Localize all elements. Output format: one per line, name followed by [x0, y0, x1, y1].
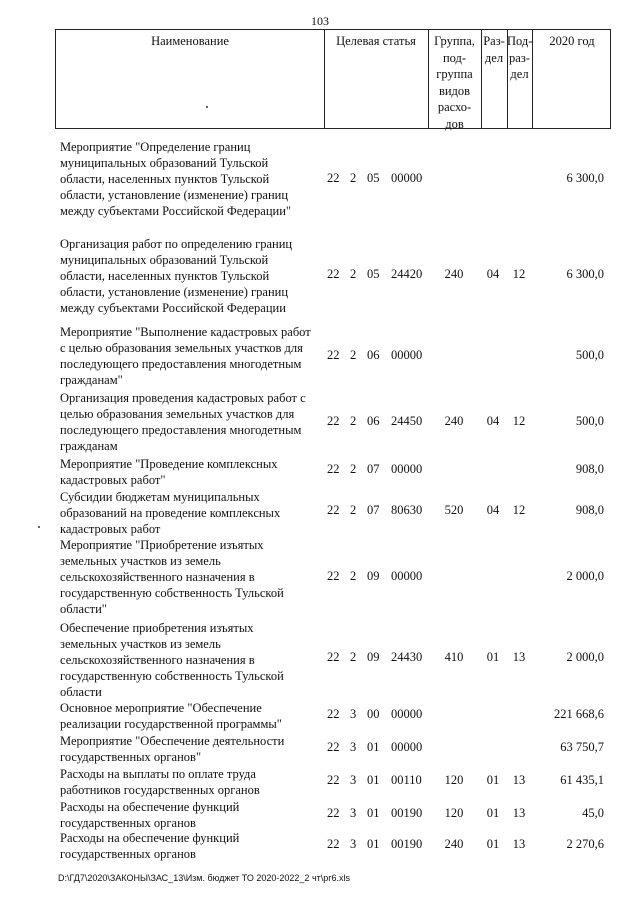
table-header	[55, 29, 611, 129]
target-direction: 24450	[391, 414, 423, 428]
razdel: 01	[486, 837, 500, 851]
target-direction: 00000	[391, 462, 423, 476]
target-program: 22	[327, 806, 340, 820]
header-name: Наименование	[151, 34, 229, 48]
row-name-line: последующего предоставления многодетным	[60, 357, 302, 371]
row-name-line: работников государственных органов	[60, 783, 260, 797]
target-program: 22	[327, 414, 340, 428]
row-name-line: области, населенных пунктов Тульской	[60, 269, 270, 283]
razdel: 04	[486, 267, 500, 281]
row-name	[60, 830, 322, 862]
target-direction: 00000	[391, 707, 423, 721]
row-name-line: Расходы на обеспечение функций	[60, 831, 240, 845]
amount-2020: 61 435,1	[560, 773, 604, 787]
page-number: 103	[311, 14, 329, 28]
row-name	[60, 537, 322, 617]
amount-2020: 6 300,0	[566, 171, 604, 185]
row-name-line: государственную собственность Тульской	[60, 669, 284, 683]
target-subprogram: 2	[350, 569, 357, 583]
target-event: 09	[367, 650, 380, 664]
target-subprogram: 2	[350, 267, 357, 281]
target-subprogram: 2	[350, 650, 357, 664]
target-program: 22	[327, 267, 340, 281]
target-subprogram: 2	[350, 171, 357, 185]
target-direction: 00000	[391, 348, 423, 362]
amount-2020: 221 668,6	[554, 707, 604, 721]
razdel: 04	[486, 503, 500, 517]
row-name-line: целью образования земельных участков для	[60, 407, 295, 421]
target-event: 05	[367, 267, 380, 281]
header-target-article: Целевая статья	[336, 34, 416, 48]
row-name-line: области	[60, 685, 102, 699]
target-program: 22	[327, 503, 340, 517]
row-name	[60, 799, 322, 831]
razdel: 01	[486, 806, 500, 820]
amount-2020: 908,0	[575, 503, 604, 517]
row-name-line: гражданам"	[60, 373, 123, 387]
row-name	[60, 139, 322, 219]
podrazdel: 12	[512, 267, 526, 281]
target-event: 01	[367, 806, 380, 820]
target-direction: 00110	[391, 773, 422, 787]
row-name-line: гражданам	[60, 439, 118, 453]
row-name	[60, 733, 322, 765]
target-subprogram: 3	[350, 773, 357, 787]
razdel: 01	[486, 773, 500, 787]
amount-2020: 500,0	[575, 414, 604, 428]
target-subprogram: 2	[350, 462, 357, 476]
row-name-line: между субъектами Российской Федерации"	[60, 204, 292, 218]
target-event: 09	[367, 569, 380, 583]
row-name-line: Мероприятие "Проведение комплексных	[60, 457, 278, 471]
target-program: 22	[327, 569, 340, 583]
target-program: 22	[327, 348, 340, 362]
scan-speck	[206, 106, 208, 108]
expense-group: 240	[444, 267, 464, 281]
row-name-line: Мероприятие "Определение границ	[60, 140, 251, 154]
amount-2020: 6 300,0	[566, 267, 604, 281]
row-name	[60, 700, 322, 732]
amount-2020: 2 270,6	[566, 837, 604, 851]
amount-2020: 908,0	[575, 462, 604, 476]
target-direction: 80630	[391, 503, 423, 517]
amount-2020: 2 000,0	[566, 569, 604, 583]
row-name-line: муниципальных образований Тульской	[60, 253, 269, 267]
target-direction: 24430	[391, 650, 423, 664]
expense-group: 240	[444, 414, 464, 428]
razdel: 01	[486, 650, 500, 664]
target-event: 06	[367, 348, 380, 362]
row-name-line: земельных участков из земель	[60, 637, 221, 651]
amount-2020: 500,0	[575, 348, 604, 362]
row-name-line: государственных органов	[60, 847, 196, 861]
target-program: 22	[327, 650, 340, 664]
row-name	[60, 236, 322, 316]
row-name-line: образований на проведение комплексных	[60, 506, 281, 520]
podrazdel: 12	[512, 503, 526, 517]
row-name-line: Мероприятие "Приобретение изъятых	[60, 538, 264, 552]
target-direction: 00000	[391, 171, 423, 185]
row-name-line: Организация работ по определению границ	[60, 237, 293, 251]
target-event: 01	[367, 837, 380, 851]
target-event: 05	[367, 171, 380, 185]
target-direction: 00000	[391, 740, 423, 754]
target-subprogram: 3	[350, 837, 357, 851]
target-direction: 00190	[391, 806, 423, 820]
podrazdel: 13	[512, 837, 526, 851]
row-name-line: области, установление (изменение) границ	[60, 188, 289, 202]
row-name-line: кадастровых работ	[60, 522, 161, 536]
target-event: 01	[367, 773, 380, 787]
row-name-line: области, установление (изменение) границ	[60, 285, 289, 299]
target-subprogram: 2	[350, 503, 357, 517]
expense-group: 120	[444, 773, 464, 787]
row-name-line: сельскохозяйственного назначения в	[60, 570, 255, 584]
expense-group: 520	[444, 503, 464, 517]
podrazdel: 13	[512, 773, 526, 787]
row-name-line: муниципальных образований Тульской	[60, 156, 269, 170]
row-name	[60, 620, 322, 700]
target-event: 01	[367, 740, 380, 754]
header-razdel: Раз- дел	[483, 34, 505, 65]
target-subprogram: 3	[350, 707, 357, 721]
row-name-line: области"	[60, 602, 107, 616]
target-event: 00	[367, 707, 380, 721]
target-subprogram: 2	[350, 348, 357, 362]
row-name	[60, 324, 322, 388]
target-direction: 24420	[391, 267, 423, 281]
expense-group: 120	[444, 806, 464, 820]
podrazdel: 12	[512, 414, 526, 428]
row-name-line: государственную собственность Тульской	[60, 586, 284, 600]
target-program: 22	[327, 707, 340, 721]
row-name-line: государственных органов	[60, 816, 196, 830]
target-program: 22	[327, 837, 340, 851]
header-podrazdel: Под- раз- дел	[507, 34, 533, 81]
target-subprogram: 2	[350, 414, 357, 428]
target-subprogram: 3	[350, 740, 357, 754]
row-name	[60, 766, 322, 798]
row-name-line: последующего предоставления многодетным	[60, 423, 302, 437]
header-expense-group: Группа, под- группа видов расхо- дов	[434, 34, 475, 131]
row-name-line: Основное мероприятие "Обеспечение	[60, 701, 262, 715]
row-name-line: Мероприятие "Выполнение кадастровых работ	[60, 325, 311, 339]
row-name-line: Организация проведения кадастровых работ с	[60, 391, 306, 405]
row-name	[60, 489, 322, 537]
target-program: 22	[327, 171, 340, 185]
podrazdel: 13	[512, 650, 526, 664]
target-program: 22	[327, 773, 340, 787]
scan-speck	[38, 526, 40, 528]
amount-2020: 63 750,7	[560, 740, 604, 754]
target-program: 22	[327, 740, 340, 754]
target-event: 07	[367, 462, 380, 476]
target-direction: 00190	[391, 837, 423, 851]
target-event: 06	[367, 414, 380, 428]
row-name-line: Мероприятие "Обеспечение деятельности	[60, 734, 285, 748]
row-name-line: Расходы на выплаты по оплате труда	[60, 767, 256, 781]
expense-group: 410	[444, 650, 464, 664]
row-name-line: Субсидии бюджетам муниципальных	[60, 490, 260, 504]
row-name-line: области, населенных пунктов Тульской	[60, 172, 270, 186]
target-program: 22	[327, 462, 340, 476]
header-year: 2020 год	[549, 34, 595, 48]
row-name	[60, 390, 322, 454]
row-name-line: между субъектами Российской Федерации	[60, 301, 286, 315]
row-name-line: сельскохозяйственного назначения в	[60, 653, 255, 667]
row-name-line: Расходы на обеспечение функций	[60, 800, 240, 814]
row-name	[60, 456, 322, 488]
row-name-line: Обеспечение приобретения изъятых	[60, 621, 254, 635]
amount-2020: 2 000,0	[566, 650, 604, 664]
podrazdel: 13	[512, 806, 526, 820]
row-name-line: с целью образования земельных участков для	[60, 341, 303, 355]
target-event: 07	[367, 503, 380, 517]
target-subprogram: 3	[350, 806, 357, 820]
row-name-line: земельных участков из земель	[60, 554, 221, 568]
row-name-line: реализации государственной программы"	[60, 717, 282, 731]
razdel: 04	[486, 414, 500, 428]
target-direction: 00000	[391, 569, 423, 583]
file-path-footer: D:\ГД7\2020\ЗАКОНЫ\ЗАС_13\Изм. бюджет ТО 2020-2022_2 чт\рг6.xls	[58, 873, 351, 883]
amount-2020: 45,0	[582, 806, 604, 820]
row-name-line: государственных органов"	[60, 750, 202, 764]
row-name-line: кадастровых работ"	[60, 473, 166, 487]
expense-group: 240	[444, 837, 464, 851]
